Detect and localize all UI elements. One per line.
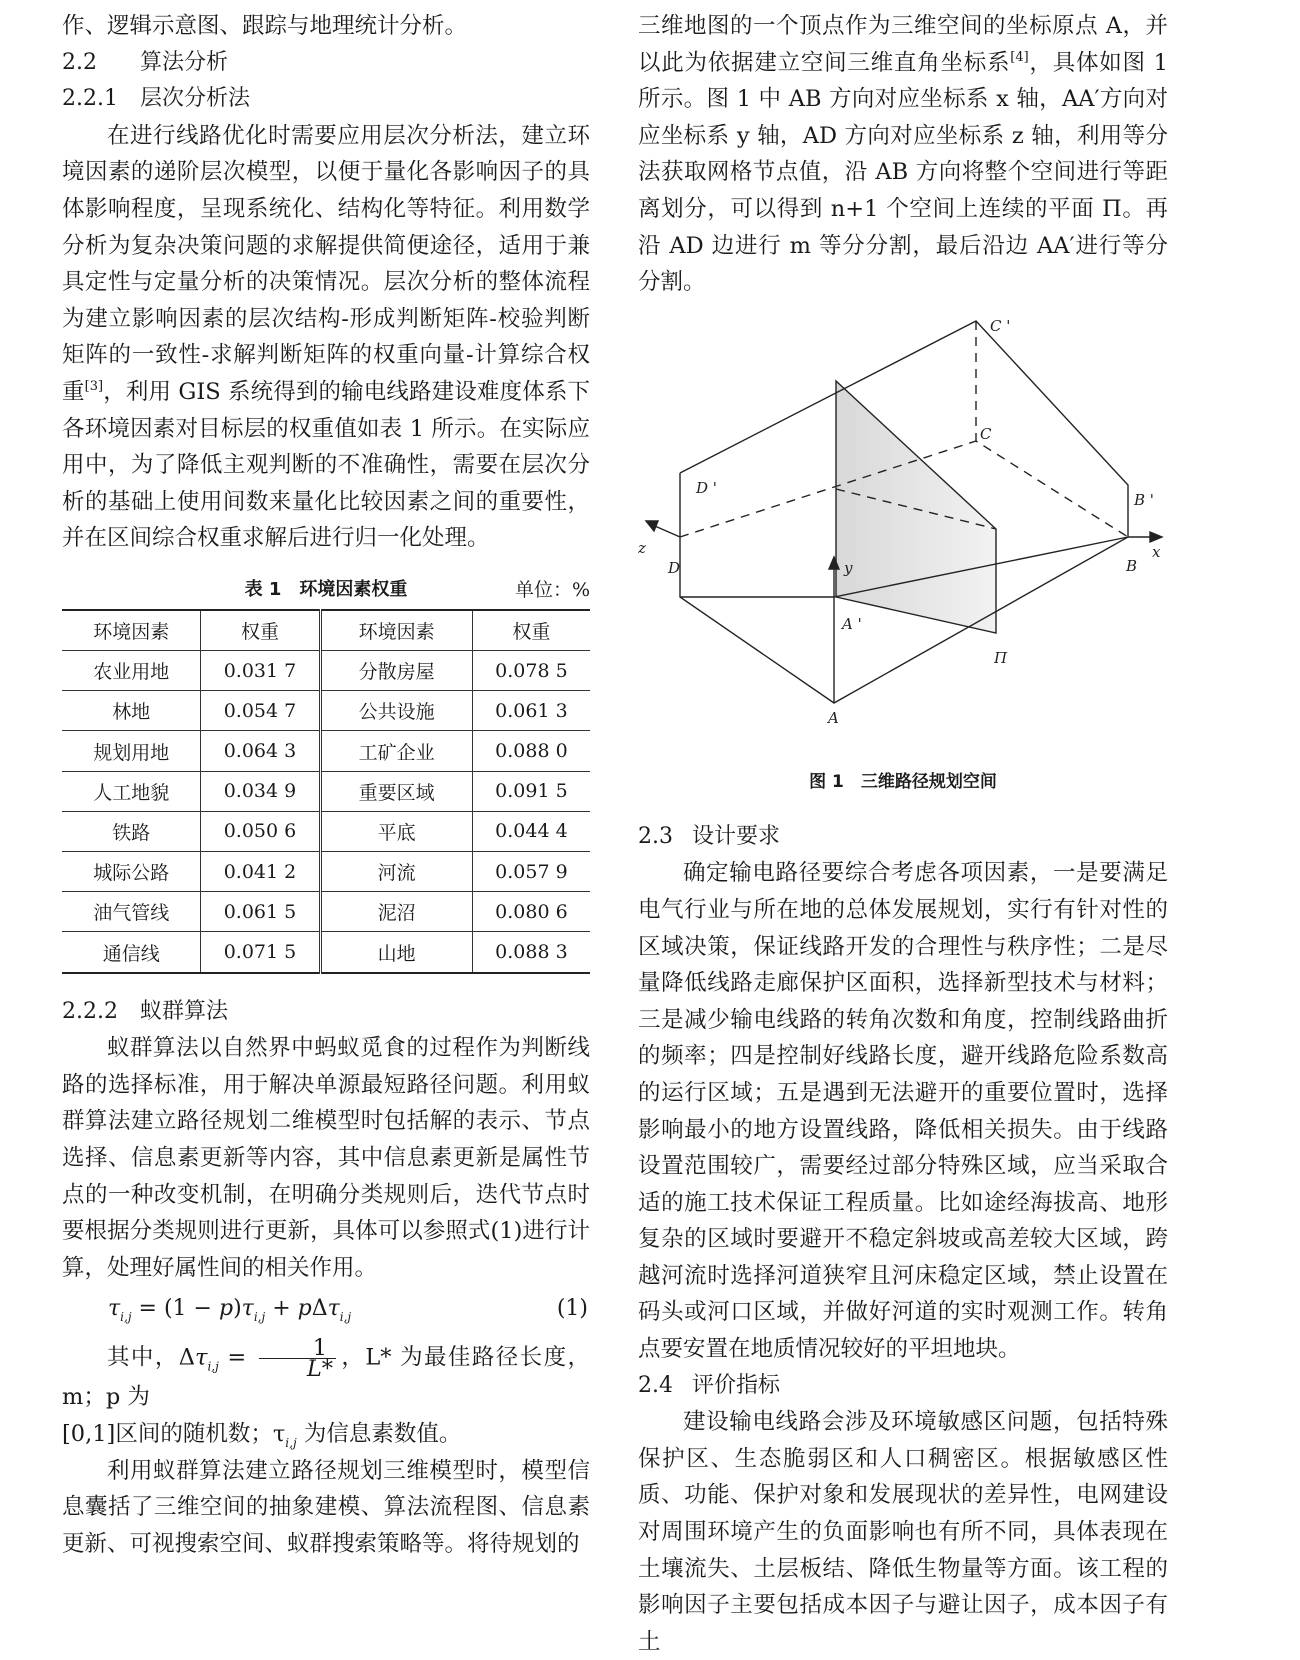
figure-3d-space bbox=[638, 317, 1168, 757]
table-header: 环境因素 bbox=[320, 610, 472, 651]
paragraph-3d-model: 利用蚁群算法建立路径规划三维模型时，模型信息囊括了三维空间的抽象建模、算法流程图、信息素更新、可视搜索空间、蚁群搜索策略等。将待规划的 bbox=[62, 1457, 590, 1557]
table-row bbox=[62, 731, 590, 771]
table-cell: 0.057 9 bbox=[472, 852, 590, 892]
table-cell: 城际公路 bbox=[62, 852, 201, 892]
x-axis-arrow bbox=[1150, 532, 1162, 542]
equation-explanation: 其中，$\Delta\tau_{i,j}$ = $\frac{1}{L*}$ ，L* 为最佳路径长度，m；p 为 bbox=[62, 1335, 590, 1411]
table-header: 权重 bbox=[472, 610, 590, 651]
plane-pi bbox=[836, 381, 996, 633]
table-row bbox=[62, 932, 590, 973]
table-cell: 0.061 5 bbox=[201, 892, 320, 932]
paragraph-evaluation: 建设输电线路会涉及环境敏感区问题，包括特殊保护区、生态脆弱区和人口稠密区。根据敏感区性质、功能、保护对象和发展现状的差异性，电网建设对周围环境产生的负面影响也有所不同，具体表现在土壤流失、土层板结、降低生物量等方面。该工程的影响因子主要包括成本因子与避让因子，成本因子有土 bbox=[638, 1409, 1168, 1655]
label-c: C bbox=[980, 424, 992, 443]
table-caption: 表 1 环境因素权重 单位：% bbox=[62, 571, 590, 609]
heading-2-3: 2.3 设计要求 bbox=[638, 823, 781, 849]
paragraph-design: 确定输电路径要综合考虑各项因素，一是要满足电气行业与所在地的总体发展规划，实行有针对性的区域决策，保证线路开发的合理性与秩序性；二是尽量降低线路走廊保护区面积，选择新型技术与材料；三是减少输电线路的转角次数和角度，控制线路曲折的频率；四是控制好线路长度，避开线路危险系数高的运行区域；五是遇到无法避开的重要位置时，选择影响最小的地方设置线路，降低相关损失。由于线路设置范围较广，需要经过部分特殊区域，应当采取合适的施工技术保证工程质量。比如途经海拔高、地形复杂的区域时要避开不稳定斜坡或高差较大区域，跨越河流时选择河道狭窄且河床稳定区域，禁止设置在码头或河口区域，并做好河道的实时观测工作。转角点要安置在地质情况较好的平坦地块。 bbox=[638, 860, 1168, 1363]
table-cell: 河流 bbox=[320, 852, 472, 892]
table-cell: 农业用地 bbox=[62, 651, 201, 691]
label-a: A bbox=[828, 708, 839, 727]
equation-explanation-cont: [0,1]区间的随机数；$\tau_{i,j}$ 为信息素数值。 bbox=[62, 1420, 462, 1450]
heading-2-4: 2.4 评价指标 bbox=[638, 1372, 781, 1398]
table-row bbox=[62, 691, 590, 731]
table-row bbox=[62, 892, 590, 932]
equation-number: (1) bbox=[556, 1296, 588, 1322]
z-axis-arrow bbox=[646, 521, 658, 531]
label-z: z bbox=[638, 538, 646, 557]
label-c-prime: C ' bbox=[990, 316, 1011, 335]
table-cell: 林地 bbox=[62, 691, 201, 731]
label-d-prime: D ' bbox=[696, 478, 717, 497]
heading-2-2-1: 2.2.1 层次分析法 bbox=[62, 86, 251, 112]
label-d: D bbox=[668, 558, 681, 577]
table-cell: 平底 bbox=[320, 811, 472, 851]
table-cell: 人工地貌 bbox=[62, 771, 201, 811]
table-unit: 单位：% bbox=[514, 578, 590, 601]
table-header: 权重 bbox=[201, 610, 320, 651]
table-row bbox=[62, 852, 590, 892]
paragraph-ahp: 在进行线路优化时需要应用层次分析法，建立环境因素的递阶层次模型，以便于量化各影响因子的具体影响程度，呈现系统化、结构化等特征。利用数学分析为复杂决策问题的求解提供简便途径，适用于兼具定性与定量分析的决策情况。层次分析的整体流程为建立影响因素的层次结构-形成判断矩阵-校验判断矩阵的一致性-求解判断矩阵的权重向量-计算综合权重[3]，利用 GIS 系统得到的输电线路建设难度体系下各环境因素对目标层的权重值如表 1 所示。在实际应用中，为了降低主观判断的不准确性，需要在层次分析的基础上使用间数来量化比较因素之间的重要性，并在区间综合权重求解后进行归一化处理。 bbox=[62, 122, 590, 552]
label-b-prime: B ' bbox=[1134, 490, 1154, 509]
table-cell: 工矿企业 bbox=[320, 731, 472, 771]
table-row bbox=[62, 651, 590, 691]
table-cell: 重要区域 bbox=[320, 771, 472, 811]
weights-table bbox=[62, 609, 590, 974]
figure-caption: 图 1 三维路径规划空间 bbox=[809, 771, 997, 792]
label-b: B bbox=[1126, 556, 1138, 575]
table-cell: 0.054 7 bbox=[201, 691, 320, 731]
table-cell: 0.064 3 bbox=[201, 731, 320, 771]
label-pi: Π bbox=[994, 648, 1008, 667]
paragraph-aco: 蚁群算法以自然界中蚂蚁觅食的过程作为判断线路的选择标准，用于解决单源最短路径问题。利用蚁群算法建立路径规划二维模型时包括解的表示、节点选择、信息素更新等内容，其中信息素更新是属性节点的一种改变机制，在明确分类规则后，迭代节点时要根据分类规则进行更新，具体可以参照式(1)进行计算，处理好属性间的相关作用。 bbox=[62, 1035, 590, 1281]
citation-4: [4] bbox=[1010, 49, 1029, 65]
table-cell: 油气管线 bbox=[62, 892, 201, 932]
table-row bbox=[62, 811, 590, 851]
table-cell: 规划用地 bbox=[62, 731, 201, 771]
table-row bbox=[62, 771, 590, 811]
citation-3: [3] bbox=[84, 378, 104, 394]
table-cell: 分散房屋 bbox=[320, 651, 472, 691]
table-cell: 0.091 5 bbox=[472, 771, 590, 811]
table-cell: 0.031 7 bbox=[201, 651, 320, 691]
table-header: 环境因素 bbox=[62, 610, 201, 651]
left-column bbox=[62, 0, 590, 1562]
table-cell: 0.050 6 bbox=[201, 811, 320, 851]
table-cell: 0.041 2 bbox=[201, 852, 320, 892]
paragraph-coordinate: 三维地图的一个顶点作为三维空间的坐标原点 A，并以此为依据建立空间三维直角坐标系[4]，具体如图 1 所示。图 1 中 AB 方向对应坐标系 x 轴，AA′方向对应坐标系 y 轴，AD 方向对应坐标系 z 轴，利用等分法获取网格节点值，沿 AB 方向将整个空间进行等距离划分，可以得到 n+1 个空间上连续的平面 Π。再沿 AD 边进行 m 等分分割，最后沿边 AA′进行等分分割。 bbox=[638, 13, 1168, 296]
right-column bbox=[638, 0, 1168, 1660]
table-cell: 铁路 bbox=[62, 811, 201, 851]
table-cell: 0.044 4 bbox=[472, 811, 590, 851]
table-cell: 0.078 5 bbox=[472, 651, 590, 691]
label-y: y bbox=[844, 558, 853, 577]
table-cell: 0.061 3 bbox=[472, 691, 590, 731]
table-cell: 0.071 5 bbox=[201, 932, 320, 973]
table-cell: 通信线 bbox=[62, 932, 201, 973]
label-a-prime: A ' bbox=[842, 614, 862, 633]
label-x: x bbox=[1152, 542, 1161, 561]
heading-2-2: 2.2 算法分析 bbox=[62, 49, 229, 75]
table-cell: 0.080 6 bbox=[472, 892, 590, 932]
table-cell: 0.088 0 bbox=[472, 731, 590, 771]
table-cell: 泥沼 bbox=[320, 892, 472, 932]
equation-1: $\tau_{i,j} = (1 - p)\tau_{i,j} + p\Delta\tau_{i,j}$ (1) bbox=[62, 1288, 590, 1330]
table-cell: 0.034 9 bbox=[201, 771, 320, 811]
table-cell: 公共设施 bbox=[320, 691, 472, 731]
heading-2-2-2: 2.2.2 蚁群算法 bbox=[62, 998, 229, 1024]
intro-line: 作、逻辑示意图、跟踪与地理统计分析。 bbox=[62, 13, 468, 39]
table-cell: 0.088 3 bbox=[472, 932, 590, 973]
table-cell: 山地 bbox=[320, 932, 472, 973]
table-header-row bbox=[62, 610, 590, 651]
